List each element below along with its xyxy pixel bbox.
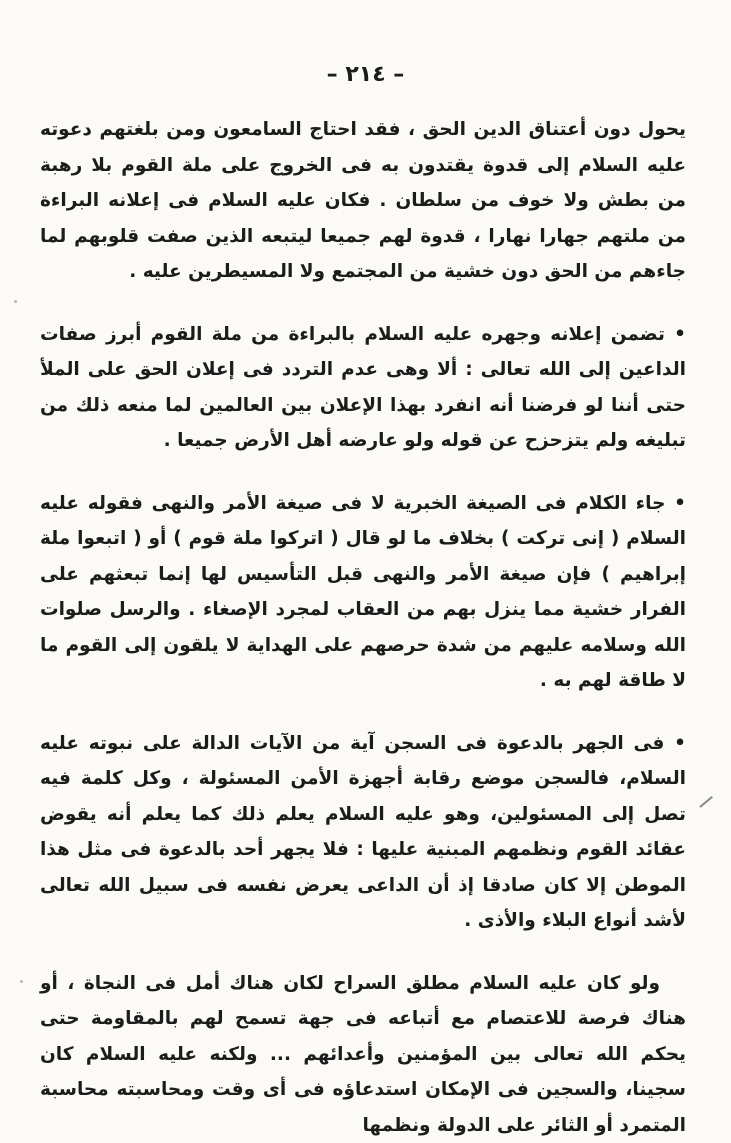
page-body <box>40 112 686 1143</box>
paragraph-4: • فى الجهر بالدعوة فى السجن آية من الآيات الدالة على نبوته عليه السلام، فالسجن موضع رقابة أجهزة الأمن المسئولة ، وكل كلمة فيه تصل إلى المسئولين، وهو عليه السلام يعلم ذلك كما يعلم أنه يقوض عقائد القوم ونظمهم المبنية عليها : فلا يجهر أحد بالدعوة فى مثل هذا الموطن إلا كان صادقا إذ أن الداعى يعرض نفسه فى سبيل الله تعالى لأشد أنواع البلاء والأذى . <box>40 726 686 939</box>
paragraph-3: • جاء الكلام فى الصيغة الخبرية لا فى صيغة الأمر والنهى فقوله عليه السلام ( إنى تركت ) بخلاف ما لو قال ( اتركوا ملة قوم ) أو ( اتبعوا ملة إبراهيم ) فإن صيغة الأمر والنهى قبل التأسيس لها إنما تبعثهم على الفرار خشية مما ينزل بهم من العقاب لمجرد الإصغاء . والرسل صلوات الله وسلامه عليهم من شدة حرصهم على الهداية لا يلقون إلى القوم ما لا طاقة لهم به . <box>40 486 686 699</box>
page-number: – ٢١٤ – <box>0 62 731 87</box>
paragraph-1: يحول دون أعتناق الدين الحق ، فقد احتاج السامعون ومن بلغتهم دعوته عليه السلام إلى قدوة يقتدون به فى الخروج على ملة القوم بلا رهبة من بطش ولا خوف من سلطان . فكان عليه السلام فى إعلانه البراءة من ملتهم جهارا نهارا ، قدوة لهم جميعا ليتبعه الذين صفت قلوبهم لما جاءهم من الحق دون خشية من المجتمع ولا المسيطرين عليه . <box>40 112 686 290</box>
margin-pen-mark <box>699 796 713 808</box>
paragraph-2: • تضمن إعلانه وجهره عليه السلام بالبراءة من ملة القوم أبرز صفات الداعين إلى الله تعالى : ألا وهى عدم التردد فى إعلان الحق على الملأ حتى أننا لو فرضنا أنه انفرد بهذا الإعلان بين العالمين لما منعه ذلك من تبليغه ولم يتزحزح عن قوله ولو عارضه أهل الأرض جميعا . <box>40 317 686 459</box>
scan-speck <box>14 300 17 303</box>
scan-speck <box>20 980 23 983</box>
paragraph-5: ولو كان عليه السلام مطلق السراح لكان هناك أمل فى النجاة ، أو هناك فرصة للاعتصام مع أتباعه فى جهة تسمح لهم بالمقاومة حتى يحكم الله تعالى بين المؤمنين وأعدائهم ... ولكنه عليه السلام كان سجينا، والسجين فى الإمكان استدعاؤه فى أى وقت ومحاسبته محاسبة المتمرد أو الثائر على الدولة ونظمها <box>40 966 686 1143</box>
